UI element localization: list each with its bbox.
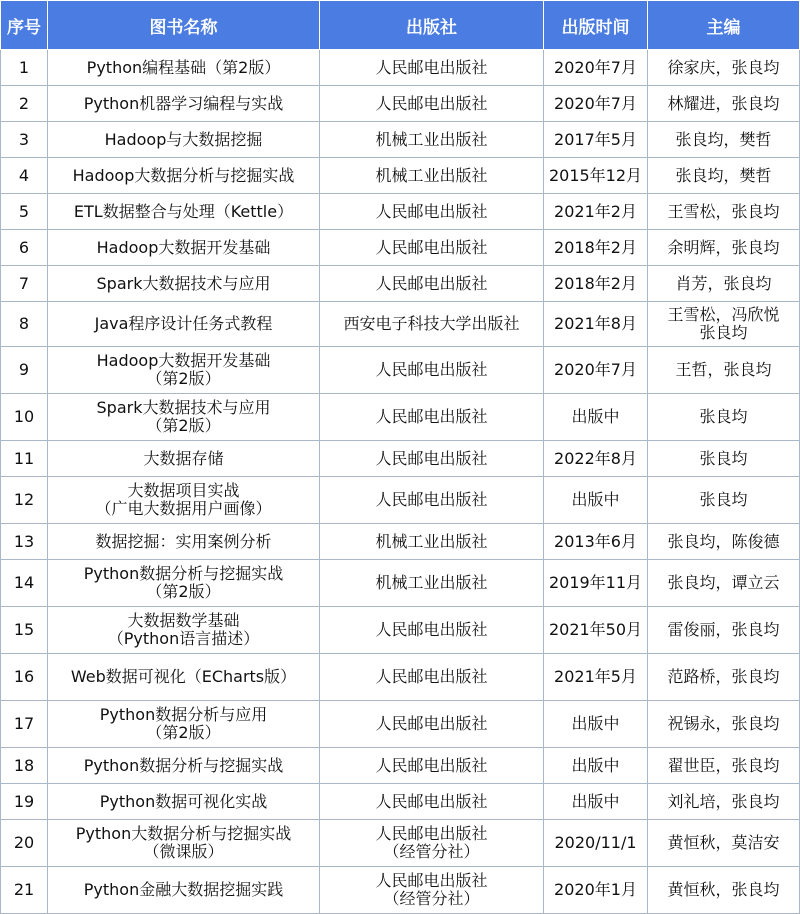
cell-publisher-line: 机械工业出版社 xyxy=(375,531,488,551)
cell-editor-line: 黄恒秋，张良均 xyxy=(667,880,780,899)
table-row xyxy=(1,607,800,654)
cell-no: 13 xyxy=(1,524,48,560)
cell-publisher-line: 人民邮电出版社 xyxy=(375,57,488,77)
cell-editor xyxy=(648,122,800,158)
cell-editor-line: 余明辉，张良均 xyxy=(667,237,780,257)
cell-editor xyxy=(648,158,800,194)
cell-publisher-line: 人民邮电出版社 xyxy=(375,407,488,426)
cell-publisher-line: 人民邮电出版社 xyxy=(375,824,488,843)
cell-publisher-line: （经管分社） xyxy=(383,889,480,908)
cell-title xyxy=(48,302,320,347)
cell-editor xyxy=(648,394,800,441)
cell-title xyxy=(48,50,320,86)
cell-publisher xyxy=(320,266,544,302)
cell-publisher-line: 人民邮电出版社 xyxy=(375,714,488,733)
cell-publisher xyxy=(320,654,544,701)
cell-publisher-line: 机械工业出版社 xyxy=(375,165,488,185)
cell-title xyxy=(48,230,320,266)
cell-title-line: Python金融大数据挖掘实践 xyxy=(83,880,284,899)
cell-no: 8 xyxy=(1,302,48,347)
table-row xyxy=(1,867,800,914)
cell-editor xyxy=(648,230,800,266)
table-row xyxy=(1,158,800,194)
cell-title xyxy=(48,86,320,122)
cell-publisher-line: （经管分社） xyxy=(383,842,480,861)
cell-publisher xyxy=(320,394,544,441)
cell-date: 出版中 xyxy=(544,748,648,784)
cell-title-line: Web数据可视化（ECharts版） xyxy=(70,667,297,686)
cell-publisher-line: 人民邮电出版社 xyxy=(375,93,488,113)
table-row xyxy=(1,820,800,867)
cell-publisher xyxy=(320,194,544,230)
cell-editor-line: 范路桥，张良均 xyxy=(667,667,780,686)
cell-editor-line: 张良均，谭立云 xyxy=(667,573,780,592)
header-publisher: 出版社 xyxy=(320,1,544,50)
cell-editor xyxy=(648,441,800,477)
cell-editor-line: 王雪松，张良均 xyxy=(667,201,780,221)
cell-date: 2018年2月 xyxy=(544,266,648,302)
cell-date: 2020年7月 xyxy=(544,50,648,86)
cell-editor xyxy=(648,50,800,86)
cell-title-line: Python机器学习编程与实战 xyxy=(83,93,284,113)
cell-editor-line: 祝锡永，张良均 xyxy=(667,714,780,733)
cell-no: 17 xyxy=(1,701,48,748)
cell-date: 2020年1月 xyxy=(544,867,648,914)
cell-editor xyxy=(648,748,800,784)
table-row xyxy=(1,441,800,477)
cell-title-line: Spark大数据技术与应用 xyxy=(96,273,271,293)
cell-date: 出版中 xyxy=(544,394,648,441)
cell-publisher xyxy=(320,784,544,820)
cell-title-line: 数据挖掘：实用案例分析 xyxy=(95,531,272,551)
cell-title-line: Python数据分析与应用 xyxy=(99,705,268,724)
cell-date: 2020年7月 xyxy=(544,347,648,394)
cell-title xyxy=(48,266,320,302)
cell-publisher-line: 人民邮电出版社 xyxy=(375,755,488,775)
cell-date: 2021年5月 xyxy=(544,654,648,701)
cell-publisher xyxy=(320,441,544,477)
cell-date: 2017年5月 xyxy=(544,122,648,158)
cell-publisher-line: 机械工业出版社 xyxy=(375,573,488,592)
cell-publisher-line: 人民邮电出版社 xyxy=(375,620,488,639)
cell-editor-line: 雷俊丽，张良均 xyxy=(667,620,780,639)
cell-no: 2 xyxy=(1,86,48,122)
cell-publisher xyxy=(320,820,544,867)
cell-editor xyxy=(648,86,800,122)
cell-publisher-line: 人民邮电出版社 xyxy=(375,273,488,293)
cell-editor xyxy=(648,784,800,820)
cell-editor-line: 张良均 xyxy=(699,323,748,342)
cell-editor-line: 翟世臣，张良均 xyxy=(667,755,780,775)
table-row xyxy=(1,347,800,394)
cell-editor-line: 张良均，陈俊德 xyxy=(667,531,780,551)
table-row xyxy=(1,560,800,607)
cell-publisher xyxy=(320,86,544,122)
cell-title xyxy=(48,748,320,784)
cell-title xyxy=(48,607,320,654)
cell-no: 19 xyxy=(1,784,48,820)
cell-editor-line: 张良均 xyxy=(699,407,748,426)
cell-title-line: （第2版） xyxy=(146,416,221,435)
cell-editor xyxy=(648,194,800,230)
cell-publisher-line: 人民邮电出版社 xyxy=(375,201,488,221)
cell-editor xyxy=(648,654,800,701)
cell-editor xyxy=(648,347,800,394)
cell-date: 2013年6月 xyxy=(544,524,648,560)
cell-no: 4 xyxy=(1,158,48,194)
table-row xyxy=(1,86,800,122)
cell-title xyxy=(48,867,320,914)
cell-publisher-line: 人民邮电出版社 xyxy=(375,448,488,468)
cell-title xyxy=(48,560,320,607)
cell-date: 2021年2月 xyxy=(544,194,648,230)
table-row xyxy=(1,477,800,524)
cell-publisher xyxy=(320,607,544,654)
cell-publisher-line: 人民邮电出版社 xyxy=(375,490,488,509)
cell-editor xyxy=(648,701,800,748)
cell-title-line: Python数据分析与挖掘实战 xyxy=(83,564,284,583)
cell-no: 9 xyxy=(1,347,48,394)
cell-title xyxy=(48,194,320,230)
cell-publisher xyxy=(320,347,544,394)
cell-title-line: ETL数据整合与处理（Kettle） xyxy=(73,201,294,221)
cell-title-line: Hadoop大数据开发基础 xyxy=(96,351,271,370)
cell-editor-line: 张良均 xyxy=(699,490,748,509)
cell-no: 14 xyxy=(1,560,48,607)
cell-date: 2020年7月 xyxy=(544,86,648,122)
cell-editor-line: 王哲，张良均 xyxy=(675,360,772,379)
cell-publisher-line: 人民邮电出版社 xyxy=(375,667,488,686)
cell-no: 18 xyxy=(1,748,48,784)
cell-publisher xyxy=(320,560,544,607)
cell-title xyxy=(48,477,320,524)
table-row xyxy=(1,302,800,347)
cell-publisher-line: 人民邮电出版社 xyxy=(375,791,488,811)
cell-date: 2022年8月 xyxy=(544,441,648,477)
cell-title-line: Python数据可视化实战 xyxy=(99,791,268,811)
table-row xyxy=(1,50,800,86)
header-row xyxy=(1,1,800,50)
cell-no: 1 xyxy=(1,50,48,86)
cell-publisher-line: 机械工业出版社 xyxy=(375,129,488,149)
cell-editor xyxy=(648,867,800,914)
cell-title xyxy=(48,441,320,477)
cell-title-line: Java程序设计任务式教程 xyxy=(94,314,273,333)
cell-title-line: 大数据数学基础 xyxy=(127,611,240,630)
cell-editor-line: 黄恒秋，莫洁安 xyxy=(667,833,780,852)
cell-no: 15 xyxy=(1,607,48,654)
cell-publisher-line: 西安电子科技大学出版社 xyxy=(343,314,520,333)
cell-publisher xyxy=(320,701,544,748)
cell-editor xyxy=(648,302,800,347)
cell-title-line: （第2版） xyxy=(146,723,221,742)
cell-editor-line: 王雪松，冯欣悦 xyxy=(667,305,780,324)
cell-title-line: 大数据存储 xyxy=(143,448,224,468)
cell-date: 2021年50月 xyxy=(544,607,648,654)
cell-editor xyxy=(648,607,800,654)
table-row xyxy=(1,394,800,441)
header-title: 图书名称 xyxy=(48,1,320,50)
cell-title xyxy=(48,701,320,748)
cell-editor xyxy=(648,266,800,302)
cell-title xyxy=(48,122,320,158)
cell-title-line: Python数据分析与挖掘实战 xyxy=(83,755,284,775)
cell-editor xyxy=(648,524,800,560)
cell-title-line: （第2版） xyxy=(146,582,221,601)
cell-publisher xyxy=(320,122,544,158)
cell-no: 5 xyxy=(1,194,48,230)
cell-title-line: （Python语言描述） xyxy=(107,629,260,648)
cell-title xyxy=(48,394,320,441)
cell-date: 2018年2月 xyxy=(544,230,648,266)
header-date: 出版时间 xyxy=(544,1,648,50)
cell-title xyxy=(48,347,320,394)
cell-title-line: Hadoop大数据分析与挖掘实战 xyxy=(72,165,295,185)
cell-title-line: （广电大数据用户画像） xyxy=(95,499,272,518)
cell-no: 11 xyxy=(1,441,48,477)
cell-date: 出版中 xyxy=(544,477,648,524)
cell-publisher-line: 人民邮电出版社 xyxy=(375,237,488,257)
cell-date: 2021年8月 xyxy=(544,302,648,347)
cell-no: 16 xyxy=(1,654,48,701)
cell-publisher xyxy=(320,302,544,347)
cell-date: 2020/11/1 xyxy=(544,820,648,867)
cell-title-line: Spark大数据技术与应用 xyxy=(96,398,271,417)
cell-title xyxy=(48,654,320,701)
cell-title-line: Python编程基础（第2版） xyxy=(86,57,281,77)
cell-editor xyxy=(648,477,800,524)
header-editor: 主编 xyxy=(648,1,800,50)
cell-publisher xyxy=(320,748,544,784)
cell-date: 出版中 xyxy=(544,784,648,820)
cell-title xyxy=(48,820,320,867)
cell-editor-line: 肖芳，张良均 xyxy=(675,273,772,293)
cell-editor-line: 张良均，樊哲 xyxy=(675,129,772,149)
cell-editor xyxy=(648,820,800,867)
table-row xyxy=(1,784,800,820)
cell-date: 2019年11月 xyxy=(544,560,648,607)
table-row xyxy=(1,748,800,784)
cell-title-line: Python大数据分析与挖掘实战 xyxy=(75,824,292,843)
cell-editor xyxy=(648,560,800,607)
cell-title xyxy=(48,524,320,560)
cell-publisher xyxy=(320,230,544,266)
cell-publisher xyxy=(320,477,544,524)
cell-publisher-line: 人民邮电出版社 xyxy=(375,871,488,890)
cell-no: 7 xyxy=(1,266,48,302)
table-row xyxy=(1,524,800,560)
cell-title-line: （微课版） xyxy=(143,842,224,861)
cell-title-line: 大数据项目实战 xyxy=(127,481,240,500)
cell-no: 6 xyxy=(1,230,48,266)
cell-editor-line: 林耀进，张良均 xyxy=(667,93,780,113)
cell-no: 12 xyxy=(1,477,48,524)
cell-no: 20 xyxy=(1,820,48,867)
cell-publisher xyxy=(320,50,544,86)
table-row xyxy=(1,122,800,158)
table-row xyxy=(1,701,800,748)
cell-title-line: Hadoop大数据开发基础 xyxy=(96,237,271,257)
cell-no: 3 xyxy=(1,122,48,158)
cell-publisher xyxy=(320,158,544,194)
cell-no: 21 xyxy=(1,867,48,914)
cell-editor-line: 徐家庆，张良均 xyxy=(667,57,780,77)
cell-title-line: Hadoop与大数据挖掘 xyxy=(104,129,263,149)
cell-date: 2015年12月 xyxy=(544,158,648,194)
table-row xyxy=(1,266,800,302)
cell-editor-line: 张良均 xyxy=(699,448,748,468)
table-row xyxy=(1,230,800,266)
cell-editor-line: 张良均，樊哲 xyxy=(675,165,772,185)
cell-title-line: （第2版） xyxy=(146,369,221,388)
cell-title xyxy=(48,784,320,820)
table-row xyxy=(1,194,800,230)
cell-publisher xyxy=(320,867,544,914)
header-no: 序号 xyxy=(1,1,48,50)
cell-editor-line: 刘礼培，张良均 xyxy=(667,791,780,811)
cell-date: 出版中 xyxy=(544,701,648,748)
cell-publisher-line: 人民邮电出版社 xyxy=(375,360,488,379)
cell-publisher xyxy=(320,524,544,560)
cell-no: 10 xyxy=(1,394,48,441)
table-row xyxy=(1,654,800,701)
cell-title xyxy=(48,158,320,194)
